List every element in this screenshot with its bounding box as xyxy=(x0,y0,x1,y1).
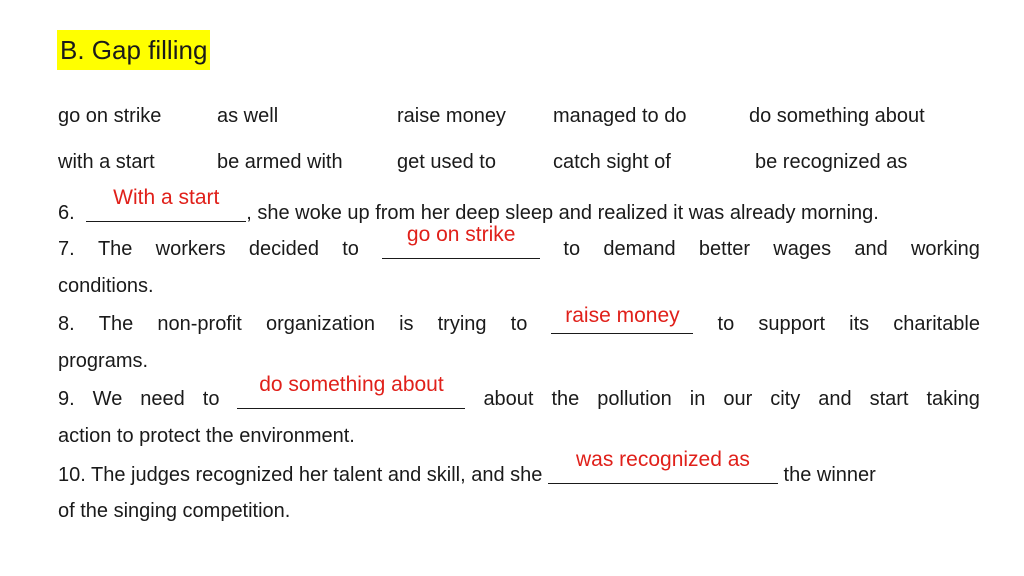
question-word: about xyxy=(483,388,534,410)
question-word: organization xyxy=(265,313,375,335)
question-9-continuation: action to protect the environment. xyxy=(58,425,355,447)
answer-blank xyxy=(551,304,693,331)
blank-underline xyxy=(86,221,246,222)
question-8-continuation: programs. xyxy=(58,350,149,372)
word-bank-item: be armed with xyxy=(217,151,343,173)
question-word: 7. xyxy=(58,238,75,260)
question-word: to xyxy=(510,313,528,335)
question-word: charitable xyxy=(893,313,980,335)
question-word: to xyxy=(202,388,220,410)
question-word: The xyxy=(98,313,134,335)
question-word: The xyxy=(97,238,133,260)
question-word: decided xyxy=(248,238,319,260)
word-bank-item: do something about xyxy=(749,105,925,127)
question-word: pollution xyxy=(597,388,672,410)
question-word: and xyxy=(818,388,852,410)
word-bank-item: be recognized as xyxy=(755,151,908,173)
blank-underline xyxy=(382,258,540,259)
blank-underline xyxy=(551,333,693,334)
question-word: trying xyxy=(437,313,487,335)
question-word: We xyxy=(92,388,123,410)
question-9 xyxy=(58,373,980,412)
answer-blank xyxy=(86,186,246,219)
question-word: better xyxy=(698,238,751,260)
word-bank-item: catch sight of xyxy=(553,151,671,173)
answer-text: go on strike xyxy=(406,223,516,246)
page-title: B. Gap filling xyxy=(57,30,210,70)
blank-underline xyxy=(548,483,778,484)
question-text: 10. The judges recognized her talent and skill, and she xyxy=(58,464,548,486)
word-bank-item: managed to do xyxy=(553,105,687,127)
question-word: city xyxy=(770,388,801,410)
question-word: taking xyxy=(926,388,980,410)
word-bank-item: get used to xyxy=(397,151,496,173)
question-7-continuation: conditions. xyxy=(58,275,154,297)
question-word: and xyxy=(854,238,888,260)
question-word: the xyxy=(551,388,580,410)
answer-blank xyxy=(237,373,465,406)
question-6 xyxy=(58,186,980,226)
answer-text: raise money xyxy=(565,304,680,327)
question-word: to xyxy=(717,313,735,335)
question-word: is xyxy=(399,313,414,335)
question-word: its xyxy=(849,313,870,335)
question-word: non-profit xyxy=(157,313,242,335)
question-number: 6. xyxy=(58,202,75,224)
answer-blank xyxy=(548,448,778,481)
word-bank-item: with a start xyxy=(58,151,155,173)
answer-text: do something about xyxy=(259,373,444,396)
question-10-continuation: of the singing competition. xyxy=(58,500,291,522)
word-bank-item: raise money xyxy=(397,105,506,127)
question-word: start xyxy=(869,388,909,410)
question-word: demand xyxy=(603,238,676,260)
question-8 xyxy=(58,304,980,337)
question-word: 8. xyxy=(58,313,75,335)
question-word: wages xyxy=(773,238,832,260)
question-word: need xyxy=(140,388,185,410)
question-word: working xyxy=(910,238,980,260)
question-word: workers xyxy=(155,238,226,260)
answer-text: was recognized as xyxy=(575,448,750,471)
question-word: in xyxy=(689,388,706,410)
question-word: 9. xyxy=(58,388,75,410)
word-bank-item: as well xyxy=(217,105,279,127)
question-10 xyxy=(58,448,980,488)
question-7 xyxy=(58,223,980,262)
word-bank-item: go on strike xyxy=(58,105,162,127)
question-word: to xyxy=(342,238,359,260)
answer-text: With a start xyxy=(113,186,220,209)
answer-blank xyxy=(382,223,540,256)
question-text: the winner xyxy=(777,464,876,486)
question-word: our xyxy=(723,388,753,410)
question-text: , she woke up from her deep sleep and realized it was already morning. xyxy=(246,202,879,224)
question-word: support xyxy=(758,313,826,335)
blank-underline xyxy=(237,408,465,409)
question-word: to xyxy=(563,238,581,260)
